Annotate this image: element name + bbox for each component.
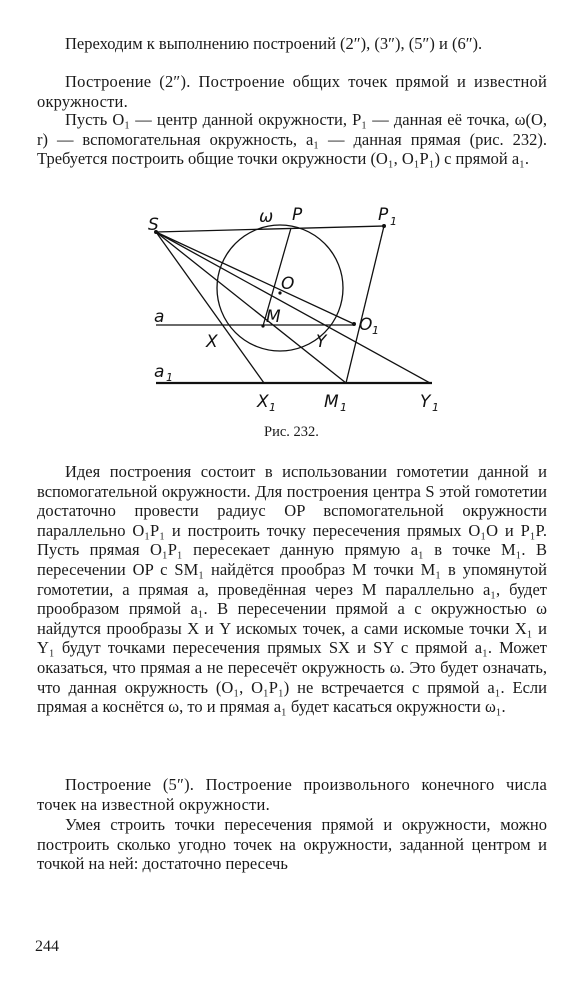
label-a: a	[154, 307, 165, 327]
paragraph-setup: Пусть O₁ — центр данной окружности, P₁ — данная её точка, ω(O, r) — вспомогательная окружность, a₁ — данная прямая (рис. 232). Требуется построить общие точки окружности (O₁, O₁P₁) с прямой a₁.	[37, 110, 547, 169]
label-a1-sub: 1	[166, 371, 173, 384]
line-s-x1	[156, 232, 264, 383]
point-m	[261, 324, 264, 327]
line-p1-m1	[346, 226, 384, 383]
label-o1-sub: 1	[372, 324, 379, 337]
page-number: 244	[35, 938, 59, 955]
label-y: Y	[316, 332, 327, 352]
figure-caption: Рис. 232.	[264, 424, 319, 440]
geometry-diagram	[140, 198, 450, 416]
label-m1-sub: 1	[340, 401, 347, 414]
paragraph-construction-2: Построение (2″). Построение общих точек прямой и известной окружности.	[37, 72, 547, 111]
label-x1: X	[257, 392, 269, 412]
label-m: M	[266, 307, 281, 327]
paragraph-construction-5: Построение (5″). Построение произвольного конечного числа точек на известной окружности.	[37, 775, 547, 814]
paragraph-intro: Переходим к выполнению построений (2″), (3″), (5″) и (6″).	[65, 34, 483, 53]
paragraph-idea: Идея построения состоит в использовании гомотетии данной и вспомогательной окружности. Для построения центра S этой гомотетии достаточно провести радиус OP вспомогательной окружности параллельно O₁P₁ и построить точку пересечения прямых O₁O и P₁P. Пусть прямая O₁P₁ пересекает данную прямую a₁ в точке M₁. В пересечении OP с SM₁ найдётся прообраз M точки M₁ в упомянутой гомотетии, а прямая a, проведённая через M параллельно a₁, будет прообразом прямой a₁. В пересечении прямой a с окружностью ω найдутся прообразы X и Y искомых точек, а сами искомые точки X₁ и Y₁ будут точками пересечения прямых SX и SY с прямой a₁. Может оказаться, что прямая a не пересечёт окружность ω. Это будет означать, что данная окружность (O₁, O₁P₁) не встречается с прямой a₁. Если прямая a коснётся ω, то и прямая a₁ будет касаться окружности ω₁.	[37, 462, 547, 717]
label-p1-sub: 1	[390, 215, 397, 228]
point-o1	[352, 322, 356, 326]
label-x: X	[206, 332, 218, 352]
label-p: P	[292, 205, 303, 225]
line-s-y1	[156, 232, 430, 383]
label-a1: a	[154, 362, 165, 382]
label-o: O	[281, 274, 295, 294]
label-s: S	[148, 215, 159, 235]
label-omega: ω	[259, 207, 274, 227]
label-m1: M	[324, 392, 339, 412]
label-y1: Y	[420, 392, 431, 412]
label-p1: P	[378, 205, 389, 225]
label-x1-sub: 1	[269, 401, 276, 414]
label-o1: O	[359, 315, 373, 335]
paragraph-points: Умея строить точки пересечения прямой и окружности, можно построить сколько угодно точек на окружности, заданной центром и точкой на ней: достаточно пересечь	[37, 815, 547, 874]
figure-232	[140, 198, 450, 416]
label-y1-sub: 1	[432, 401, 439, 414]
